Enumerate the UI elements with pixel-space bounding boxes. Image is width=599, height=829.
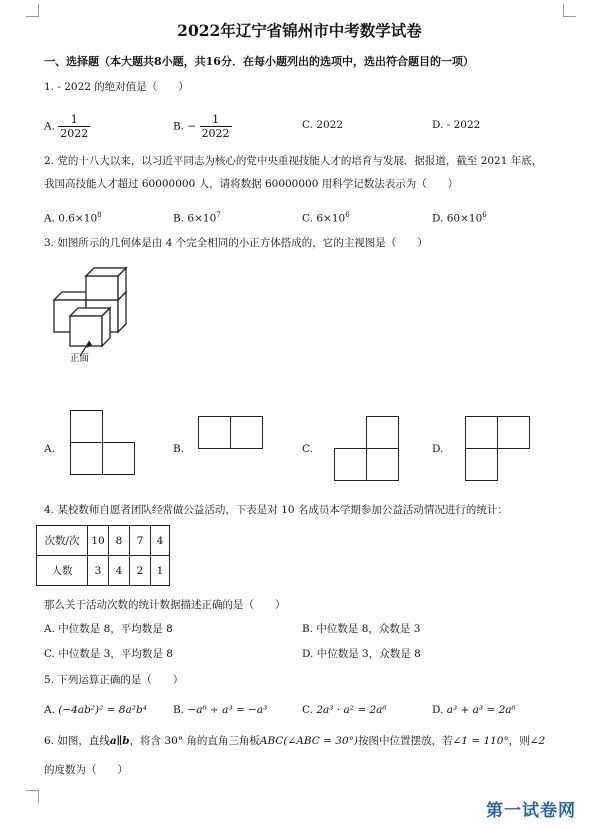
fraction: $\frac{1}{2022}$ <box>201 113 230 140</box>
q3-option-b-figure[interactable] <box>198 416 264 450</box>
q4-stem: 4. 某校数师自愿者团队经常做公益活动，下表是对 10 名成员本学期参加公益活动情况进行的统计： <box>44 504 508 516</box>
q1-option-b[interactable]: B. − $\frac{1}{2022}$ <box>173 113 230 140</box>
q1-option-d[interactable]: D. - 2022 <box>432 119 481 131</box>
q6-stem-line1: 6. 如图，直线a∥b，将含 30° 角的直角三角板ABC(∠ABC = 30°)按图中位置摆放，若∠1 = 110°，则∠2 <box>44 735 546 747</box>
table-cell: 1 <box>151 556 170 586</box>
crop-mark-top-left <box>26 4 39 17</box>
table-cell: 2 <box>130 556 151 586</box>
q5-option-a[interactable]: A. (−4ab²)² = 8a²b⁴ <box>44 704 147 716</box>
q3-stem: 3. 如图所示的几何体是由 4 个完全相同的小正方体搭成的，它的主视图是（ ） <box>44 237 428 249</box>
table-cell: 次数/次 <box>37 526 88 556</box>
q3-option-a-label[interactable]: A. <box>44 443 55 455</box>
q4-option-c[interactable]: C. 中位数是 3，平均数是 8 <box>44 648 173 660</box>
q1-option-a[interactable]: A. $\frac{1}{2022}$ <box>44 113 89 140</box>
front-view-label: 正面 <box>70 353 90 364</box>
table-cell: 7 <box>130 526 151 556</box>
q2-option-d[interactable]: D. $60\times 10^6$ <box>432 211 487 225</box>
q1-stem: 1. - 2022 的绝对值是（ ） <box>44 81 189 93</box>
q3-option-d-figure[interactable] <box>465 416 531 482</box>
crop-mark-top-right <box>563 4 576 17</box>
q2-option-a[interactable]: A. $0.6\times 10^8$ <box>44 211 102 225</box>
q6-stem-line2: 的度数为（ ） <box>44 764 128 776</box>
q5-stem: 5. 下列运算正确的是（ ） <box>44 674 184 686</box>
q3-option-c-figure[interactable] <box>334 416 400 482</box>
q3-option-b-label[interactable]: B. <box>173 443 185 455</box>
table-row <box>37 526 170 556</box>
q3-solid-figure <box>44 264 144 368</box>
table-cell: 10 <box>88 526 109 556</box>
q5-option-b[interactable]: B. −a⁶ ÷ a³ = −a³ <box>173 704 268 716</box>
table-row <box>37 556 170 586</box>
table-cell: 人数 <box>37 556 88 586</box>
q4-option-b[interactable]: B. 中位数是 8，众数是 3 <box>302 623 421 635</box>
table-cell: 8 <box>109 526 130 556</box>
table-cell: 4 <box>109 556 130 586</box>
q4-stats-table <box>36 525 170 586</box>
q5-option-c[interactable]: C. 2a³ · a² = 2a⁶ <box>302 704 387 716</box>
crop-mark-bottom-left <box>26 790 39 803</box>
table-cell: 3 <box>88 556 109 586</box>
q5-option-d[interactable]: D. a³ + a³ = 2a⁶ <box>432 704 516 716</box>
q3-option-d-label[interactable]: D. <box>432 443 444 455</box>
table-cell: 4 <box>151 526 170 556</box>
q2-stem-line2: 我国高技能人才超过 60000000 人，请将数据 60000000 用科学记数法表示为（ ） <box>44 178 459 190</box>
section-heading: 一、选择题（本大题共8小题，共16分．在每小题列出的选项中，选出符合题目的一项） <box>44 55 474 68</box>
q4-option-a[interactable]: A. 中位数是 8，平均数是 8 <box>44 623 173 635</box>
q4-question: 那么关于活动次数的统计数据描述正确的是（ ） <box>44 599 286 611</box>
q4-option-d[interactable]: D. 中位数是 3，众数是 8 <box>302 648 421 660</box>
q2-stem-line1: 2. 党的十八大以来，以习近平同志为核心的党中央重视技能人才的培育与发展．据报道，截至 2021 年底， <box>44 155 543 167</box>
page-title: 2022年辽宁省锦州市中考数学试卷 <box>177 21 422 40</box>
q3-option-a-figure[interactable] <box>70 410 136 476</box>
q3-option-c-label[interactable]: C. <box>302 443 313 455</box>
footer-logo: 第一试卷网 <box>486 801 576 821</box>
q1-option-c[interactable]: C. 2022 <box>302 119 344 131</box>
fraction: $\frac{1}{2022}$ <box>60 113 89 140</box>
q2-option-b[interactable]: B. $6\times 10^7$ <box>173 211 221 225</box>
q2-option-c[interactable]: C. $6\times 10^6$ <box>302 211 350 225</box>
